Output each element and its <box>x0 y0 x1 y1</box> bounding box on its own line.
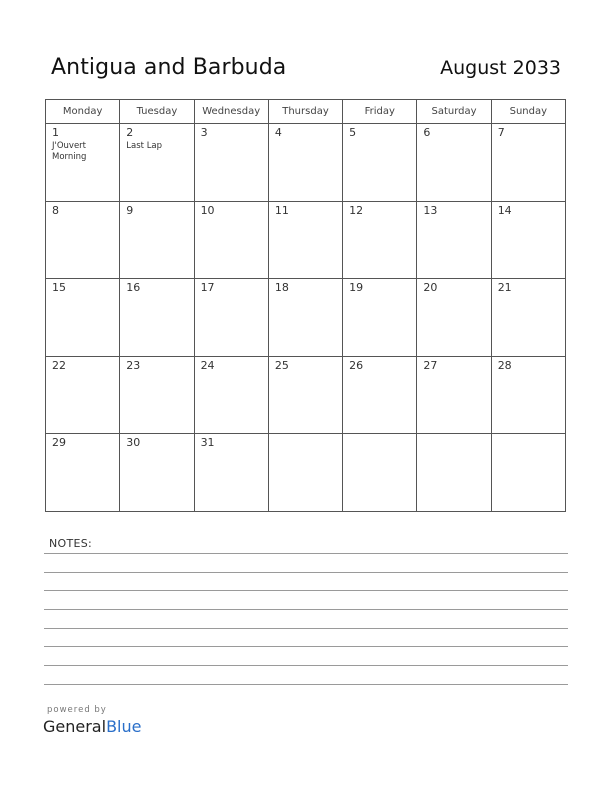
day-number: 17 <box>200 281 215 295</box>
day-cell <box>120 434 194 512</box>
day-number: 13 <box>423 203 438 217</box>
note-line <box>44 609 568 610</box>
weekday-header: Wednesday <box>194 100 268 124</box>
month-year-title: August 2033 <box>440 57 561 79</box>
weekday-header-row <box>46 100 566 124</box>
brand-general-text: General <box>43 717 107 736</box>
weekday-header: Saturday <box>417 100 491 124</box>
week-row <box>46 356 566 434</box>
weekday-header: Monday <box>46 100 120 124</box>
day-number: 2 <box>126 126 134 139</box>
weekday-header: Sunday <box>491 100 565 124</box>
day-cell <box>120 279 194 357</box>
day-cell <box>194 356 268 434</box>
day-cell <box>268 356 342 434</box>
day-cell <box>46 201 120 279</box>
week-row <box>46 201 566 279</box>
day-number: 22 <box>52 358 66 372</box>
day-number: 5 <box>349 126 357 139</box>
day-cell <box>194 279 268 357</box>
day-number: 14 <box>497 203 512 217</box>
brand-logo <box>43 717 141 736</box>
day-cell <box>417 279 491 357</box>
day-cell <box>120 201 194 279</box>
week-row <box>46 124 566 202</box>
day-number: 27 <box>423 358 438 372</box>
note-line <box>44 665 568 666</box>
holiday-label: Last Lap <box>126 141 163 151</box>
day-number: 18 <box>274 281 289 295</box>
day-cell <box>46 279 120 357</box>
day-cell <box>343 279 417 357</box>
day-cell <box>491 124 565 202</box>
day-number: 7 <box>497 126 505 139</box>
day-cell <box>268 279 342 357</box>
day-number: 24 <box>200 358 215 372</box>
note-line <box>44 572 568 573</box>
day-cell <box>194 434 268 512</box>
day-number: 3 <box>200 126 208 139</box>
day-number <box>269 434 342 437</box>
day-number <box>492 434 565 437</box>
day-number: 12 <box>349 203 364 217</box>
notes-label: NOTES: <box>49 537 93 550</box>
day-number: 29 <box>52 436 66 450</box>
day-number: 23 <box>126 358 141 372</box>
note-line <box>44 684 568 685</box>
weekday-header: Tuesday <box>120 100 194 124</box>
day-number: 16 <box>126 281 141 295</box>
day-cell <box>417 356 491 434</box>
day-cell <box>343 201 417 279</box>
day-number: 30 <box>126 436 141 450</box>
day-cell <box>194 201 268 279</box>
day-number: 19 <box>349 281 364 295</box>
day-number: 20 <box>423 281 438 295</box>
day-cell <box>343 124 417 202</box>
day-cell <box>268 434 342 512</box>
holiday-label: J'Ouvert Morning <box>52 141 87 162</box>
day-cell <box>120 356 194 434</box>
day-cell <box>491 201 565 279</box>
week-row <box>46 434 566 512</box>
country-title: Antigua and Barbuda <box>51 55 287 80</box>
day-number: 28 <box>497 358 512 372</box>
powered-by-label: powered by <box>47 705 107 715</box>
note-line <box>44 553 568 554</box>
day-cell <box>46 124 120 202</box>
note-line <box>44 590 568 591</box>
day-number: 21 <box>497 281 512 295</box>
day-number: 1 <box>52 126 59 139</box>
day-number: 8 <box>52 203 59 217</box>
weekday-header: Thursday <box>268 100 342 124</box>
day-cell <box>268 124 342 202</box>
day-number: 6 <box>423 126 431 139</box>
day-cell <box>417 434 491 512</box>
day-cell <box>120 124 194 202</box>
calendar-grid <box>45 99 566 512</box>
day-number: 10 <box>200 203 215 217</box>
day-number: 4 <box>274 126 282 139</box>
day-cell <box>491 356 565 434</box>
day-cell <box>417 124 491 202</box>
day-cell <box>46 434 120 512</box>
day-cell <box>343 356 417 434</box>
day-number: 15 <box>52 281 66 295</box>
note-line <box>44 628 568 629</box>
day-cell <box>194 124 268 202</box>
day-cell <box>491 434 565 512</box>
day-cell <box>268 201 342 279</box>
weekday-header: Friday <box>343 100 417 124</box>
day-number: 26 <box>349 358 364 372</box>
day-number <box>343 434 416 437</box>
day-number: 9 <box>126 203 134 217</box>
day-cell <box>343 434 417 512</box>
brand-blue-text: Blue <box>106 717 142 736</box>
day-number <box>417 434 490 437</box>
day-cell <box>417 201 491 279</box>
day-number: 25 <box>274 358 289 372</box>
day-number: 31 <box>200 436 215 450</box>
day-number: 11 <box>274 203 289 217</box>
note-line <box>44 646 568 647</box>
day-cell <box>491 279 565 357</box>
day-cell <box>46 356 120 434</box>
week-row <box>46 279 566 357</box>
